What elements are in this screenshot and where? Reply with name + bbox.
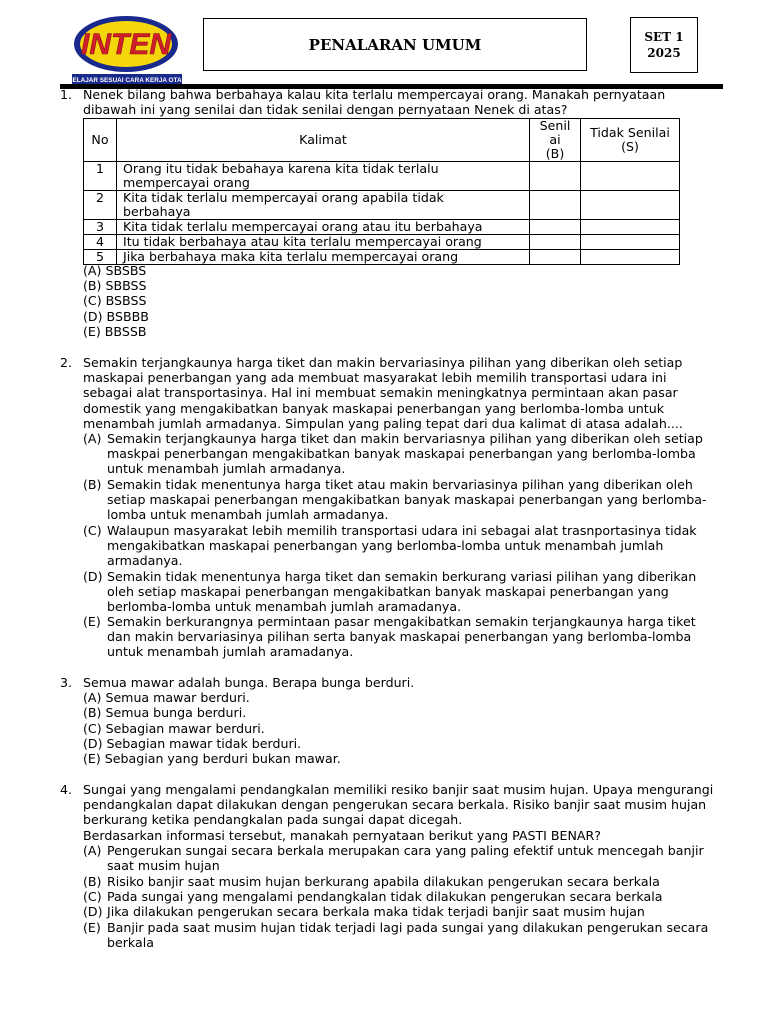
col-kalimat-header: Kalimat bbox=[117, 119, 530, 162]
q4-option-c-label[interactable]: (C) bbox=[83, 889, 102, 904]
senilai-cell[interactable] bbox=[530, 235, 581, 250]
tidak-senilai-cell[interactable] bbox=[581, 162, 680, 191]
row-number: 5 bbox=[84, 250, 117, 265]
q1-option-d[interactable]: (D) BSBBB bbox=[83, 309, 149, 324]
q2-option-e-text[interactable]: Semakin berkurangnya permintaan pasar mengakibatkan semakin terjangkaunya harga tiket bbox=[107, 614, 696, 629]
q2-option-b-text[interactable]: lomba untuk menambah jumlah armadanya. bbox=[107, 507, 389, 522]
row-kalimat: Kita tidak terlalu mempercayai orang atau itu berbahaya bbox=[117, 220, 530, 235]
tidak-senilai-cell[interactable] bbox=[581, 191, 680, 220]
row-number: 4 bbox=[84, 235, 117, 250]
q1-option-c[interactable]: (C) BSBSS bbox=[83, 293, 147, 308]
row-number: 3 bbox=[84, 220, 117, 235]
q2-option-a-text[interactable]: untuk menambah jumlah armadanya. bbox=[107, 461, 346, 476]
q4-option-a-text[interactable]: Pengerukan sungai secara berkala merupakan cara yang paling efektif untuk mencegah banjir bbox=[107, 843, 704, 858]
q4-number: 4. bbox=[60, 782, 73, 797]
tidak-senilai-cell[interactable] bbox=[581, 235, 680, 250]
q2-number: 2. bbox=[60, 355, 73, 370]
kalimat-line: mempercayai orang bbox=[123, 175, 250, 190]
q1-option-e[interactable]: (E) BBSSB bbox=[83, 324, 147, 339]
col-senilai-header bbox=[530, 119, 581, 162]
q1-number: 1. bbox=[60, 87, 73, 102]
q2-stem-line: menambah jumlah armadanya. Simpulan yang paling tepat dari dua kalimat di atasa adalah.... bbox=[83, 416, 683, 431]
senilai-cell[interactable] bbox=[530, 162, 581, 191]
row-kalimat bbox=[117, 191, 530, 220]
q2-option-c-text[interactable]: armadanya. bbox=[107, 553, 183, 568]
q4-option-b-text[interactable]: Risiko banjir saat musim hujan berkurang apabila dilakukan pengerukan secara berkala bbox=[107, 874, 660, 889]
q4-option-d-text[interactable]: Jika dilakukan pengerukan secara berkala maka tidak terjadi banjir saat musim hujan bbox=[107, 904, 645, 919]
q4-stem-line: Sungai yang mengalami pendangkalan memiliki resiko banjir saat musim hujan. Upaya mengurangi bbox=[83, 782, 714, 797]
set-year: 2025 bbox=[647, 46, 681, 60]
row-kalimat: Itu tidak berbahaya atau kita terlalu mempercayai orang bbox=[117, 235, 530, 250]
q4-option-a-text[interactable]: saat musim hujan bbox=[107, 858, 220, 873]
q2-option-d-text[interactable]: berlomba-lomba untuk menambah jumlah aramadanya. bbox=[107, 599, 462, 614]
table-row bbox=[84, 162, 680, 191]
q4-option-b-label[interactable]: (B) bbox=[83, 874, 102, 889]
tidak-senilai-cell[interactable] bbox=[581, 250, 680, 265]
q4-stem-line: berkurang ketika pendangkalan pada sungai dapat dicegah. bbox=[83, 812, 463, 827]
tidak-senilai-cell[interactable] bbox=[581, 220, 680, 235]
senilai-cell[interactable] bbox=[530, 191, 581, 220]
q2-option-c-label[interactable]: (C) bbox=[83, 523, 102, 538]
q3-number: 3. bbox=[60, 675, 73, 690]
q2-option-c-text[interactable]: mengakibatkan maskapai penerbangan yang berlomba-lomba untuk menambah jumlah bbox=[107, 538, 664, 553]
q4-stem-line: Berdasarkan informasi tersebut, manakah pernyataan berikut yang PASTI BENAR? bbox=[83, 828, 601, 843]
senilai-cell[interactable] bbox=[530, 220, 581, 235]
q2-option-a-text[interactable]: Semakin terjangkaunya harga tiket dan makin bervariasnya pilihan yang diberikan oleh setiap bbox=[107, 431, 703, 446]
row-number: 2 bbox=[84, 191, 117, 220]
q2-option-b-text[interactable]: setiap maskapai penerbangan mengakibatkan banyak maskapai penerbangan yang berlomba- bbox=[107, 492, 707, 507]
q2-option-a-label[interactable]: (A) bbox=[83, 431, 102, 446]
q2-option-e-text[interactable]: untuk menambah jumlah aramadanya. bbox=[107, 644, 354, 659]
q1-table bbox=[83, 118, 680, 265]
q4-stem-line: pendangkalan dapat dilakukan dengan pengerukan secara berkala. Risiko banjir saat musim hujan bbox=[83, 797, 707, 812]
q4-option-e-text[interactable]: berkala bbox=[107, 935, 154, 950]
q2-stem-line: sebagai alat transportasinya. Hal ini membuat semakin meningkatnya permintaan akan pasar bbox=[83, 385, 678, 400]
q1-stem-line: dibawah ini yang senilai dan tidak senilai dengan pernyataan Nenek di atas? bbox=[83, 102, 568, 117]
table-row bbox=[84, 235, 680, 250]
table-row bbox=[84, 220, 680, 235]
q3-option-d[interactable]: (D) Sebagian mawar tidak berduri. bbox=[83, 736, 302, 751]
q2-option-e-label[interactable]: (E) bbox=[83, 614, 101, 629]
inten-logo bbox=[68, 14, 186, 86]
q3-stem: Semua mawar adalah bunga. Berapa bunga berduri. bbox=[83, 675, 415, 690]
q2-option-b-text[interactable]: Semakin tidak menentunya harga tiket atau makin bervariasinya pilihan yang diberikan oleh bbox=[107, 477, 693, 492]
q3-option-c[interactable]: (C) Sebagian mawar berduri. bbox=[83, 721, 265, 736]
col-no-header: No bbox=[84, 119, 117, 162]
q1-stem-line: Nenek bilang bahwa berbahaya kalau kita terlalu mempercayai orang. Manakah pernyataan bbox=[83, 87, 666, 102]
q2-option-a-text[interactable]: maskpai penerbangan mengakibatkan banyak maskapai penerbangan yang berlomba-lomba bbox=[107, 446, 696, 461]
set-badge bbox=[630, 17, 698, 73]
senilai-header-line: Senil bbox=[539, 118, 571, 133]
row-number: 1 bbox=[84, 162, 117, 191]
senilai-header-line: (B) bbox=[545, 146, 565, 161]
kalimat-line: Kita tidak terlalu mempercayai orang apabila tidak bbox=[123, 190, 444, 205]
q3-option-b[interactable]: (B) Semua bunga berduri. bbox=[83, 705, 247, 720]
row-kalimat: Jika berbahaya maka kita terlalu mempercayai orang bbox=[117, 250, 530, 265]
table-row bbox=[84, 191, 680, 220]
q4-option-a-label[interactable]: (A) bbox=[83, 843, 102, 858]
q4-option-e-label[interactable]: (E) bbox=[83, 920, 101, 935]
q4-option-e-text[interactable]: Banjir pada saat musim hujan tidak terjadi lagi pada sungai yang dilakukan pengerukan secara bbox=[107, 920, 709, 935]
kalimat-line: Orang itu tidak bebahaya karena kita tidak terlalu bbox=[123, 161, 439, 176]
q2-option-b-label[interactable]: (B) bbox=[83, 477, 102, 492]
q2-option-d-label[interactable]: (D) bbox=[83, 569, 103, 584]
q2-stem-line: maskapai penerbangan yang ada membuat masyarakat lebih memilih transportasi udara ini bbox=[83, 370, 667, 385]
q3-option-e[interactable]: (E) Sebagian yang berduri bukan mawar. bbox=[83, 751, 341, 766]
senilai-cell[interactable] bbox=[530, 250, 581, 265]
q2-option-d-text[interactable]: Semakin tidak menentunya harga tiket dan semakin berkurang variasi pilihan yang diberikan bbox=[107, 569, 697, 584]
col-tidak-senilai-header bbox=[581, 119, 680, 162]
q2-stem-line: domestik yang mengakibatkan banyak maskapai penerbangan yang berlomba-lomba untuk bbox=[83, 401, 664, 416]
kalimat-line: berbahaya bbox=[123, 204, 191, 219]
senilai-header-line: ai bbox=[549, 132, 561, 147]
q4-option-d-label[interactable]: (D) bbox=[83, 904, 103, 919]
row-kalimat bbox=[117, 162, 530, 191]
logo-tagline: BELAJAR SESUAI CARA KERJA OTAK bbox=[68, 77, 186, 84]
page-title: PENALARAN UMUM bbox=[203, 18, 587, 71]
table-row bbox=[84, 250, 680, 265]
q3-option-a[interactable]: (A) Semua mawar berduri. bbox=[83, 690, 250, 705]
q2-option-d-text[interactable]: oleh setiap maskapai penerbangan mengakibatkan banyak maskapai penerbangan yang bbox=[107, 584, 669, 599]
tidak-senilai-header-line: Tidak Senilai bbox=[590, 125, 670, 140]
set-label: SET 1 bbox=[644, 30, 684, 44]
q4-option-c-text[interactable]: Pada sungai yang mengalami pendangkalan tidak dilakukan pengerukan secara berkala bbox=[107, 889, 663, 904]
q1-option-b[interactable]: (B) SBBSS bbox=[83, 278, 147, 293]
q2-option-e-text[interactable]: dan makin bervariasinya pilihan serta banyak maskapai penerbangan yang berlomba-lomba bbox=[107, 629, 692, 644]
logo-wordmark: INTEN bbox=[81, 28, 171, 61]
q2-stem-line: Semakin terjangkaunya harga tiket dan makin bervariasinya pilihan yang diberikan oleh setiap bbox=[83, 355, 683, 370]
q2-option-c-text[interactable]: Walaupun masyarakat lebih memilih transportasi udara ini sebagai alat trasnportasinya tidak bbox=[107, 523, 697, 538]
tidak-senilai-header-line: (S) bbox=[621, 139, 639, 154]
q1-option-a[interactable]: (A) SBSBS bbox=[83, 263, 147, 278]
